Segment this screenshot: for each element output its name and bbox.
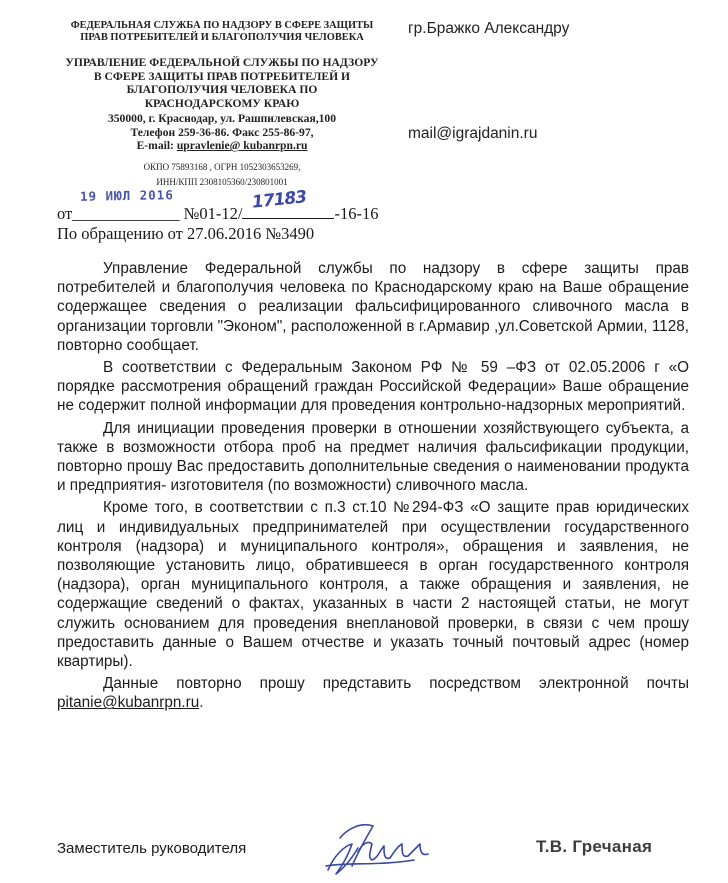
body-paragraph-5 xyxy=(57,674,689,712)
reference-line: По обращению от 27.06.2016 №3490 xyxy=(57,224,315,243)
body-paragraph-5-end: . xyxy=(199,694,204,712)
org-email-link[interactable]: upravlenie@ kubanrpn.ru xyxy=(176,139,308,152)
org-phone: Телефон 259-36-86. Факс 255-86-97, xyxy=(130,125,314,139)
org-header xyxy=(57,20,387,44)
body-paragraph-4: Кроме того, в соответствии с п.3 ст.10 №294-ФЗ «О защите прав юридических лиц и индивидуальных предпринимателей при осуществлении государственного контроля (надзора) и муниципального контроля», обращения и заявления, не позволяющие установить лицо, обратившееся в орган государственного контроля (надзора), орган муниципального контроля, а также обращения и заявления, не содержащие сведений о фактах, указанных в части 2 настоящей статьи, не могут служить основанием для проведения внеплановой проверки, в связи с чем прошу предоставить данные о Вашем отчестве и указать точный почтовый адрес (номер квартиры). xyxy=(57,499,689,671)
dept-line3: БЛАГОПОЛУЧИЯ ЧЕЛОВЕКА ПО xyxy=(126,83,318,96)
number-suffix: -16-16 xyxy=(334,204,379,223)
date-blank: _____________ xyxy=(72,204,180,223)
org-inn: ИНН/КПП 2308105360/230801001 xyxy=(156,177,288,187)
letter-body xyxy=(57,259,689,713)
dept-line1: УПРАВЛЕНИЕ ФЕДЕРАЛЬНОЙ СЛУЖБЫ ПО НАДЗОРУ xyxy=(65,56,379,69)
org-okpo: ОКПО 75893168 , ОГРН 1052303653269, xyxy=(143,162,301,172)
handwritten-signature xyxy=(318,808,448,880)
signatory-title: Заместитель руководителя xyxy=(57,840,247,857)
signatory-name: Т.В. Гречаная xyxy=(536,837,653,856)
body-paragraph-5-text: Данные повторно прошу представить посредством электронной почты xyxy=(103,675,689,693)
org-name-line1: ФЕДЕРАЛЬНАЯ СЛУЖБА ПО НАДЗОРУ В СФЕРЕ ЗАЩИТЫ xyxy=(70,20,374,31)
date-stamp: 19 ИЮЛ 2016 xyxy=(79,187,174,204)
org-email-line xyxy=(57,139,387,153)
body-paragraph-2: В соответствии с Федеральным Законом РФ № 59 –ФЗ от 02.05.2006 г «О порядке рассмотрения обращений граждан Российской Федерации» Ваше обращение не содержит полной информации для проведения контрольно-надзорных мероприятий. xyxy=(57,359,689,415)
number-prefix: №01-12/ xyxy=(183,204,243,223)
dept-line2: В СФЕРЕ ЗАЩИТЫ ПРАВ ПОТРЕБИТЕЛЕЙ И xyxy=(93,69,351,83)
recipient-email: mail@igrajdanin.ru xyxy=(408,125,538,142)
body-paragraph-1: Управление Федеральной службы по надзору в сфере защиты прав потребителей и благополучия человека по Краснодарскому краю на Ваше обращение содержащее сведения о реализации фальсифицированного сливочного масла в организации торговли "Эконом", расположенной в г.Армавир ,ул.Советской Армии, 1128, повторно сообщает. xyxy=(57,260,689,354)
org-codes xyxy=(57,162,387,188)
org-address: 350000, г. Краснодар, ул. Рашпилевская,100 xyxy=(107,112,337,125)
org-email-label: E-mail: xyxy=(136,139,177,152)
handwritten-number: 17183 xyxy=(251,187,308,213)
department-header xyxy=(57,56,387,153)
contact-email-link[interactable]: pitanie@kubanrpn.ru xyxy=(57,694,200,712)
number-blank xyxy=(242,187,334,219)
from-label: от xyxy=(57,204,73,223)
body-paragraph-3: Для инициации проведения проверки в отношении хозяйствующего субъекта, а также в возможности отбора проб на предмет наличия фальсификации продукции, повторно прошу Вас предоставить дополнительные сведения о наименовании продукта и предприятия- изготовителя (по возможности) сливочного масла. xyxy=(57,419,689,495)
dept-line4: КРАСНОДАРСКОМУ КРАЮ xyxy=(144,96,300,110)
org-name-line2: ПРАВ ПОТРЕБИТЕЛЕЙ И БЛАГОПОЛУЧИЯ ЧЕЛОВЕКА xyxy=(80,32,364,43)
recipient-name: гр.Бражко Александру xyxy=(408,20,570,37)
